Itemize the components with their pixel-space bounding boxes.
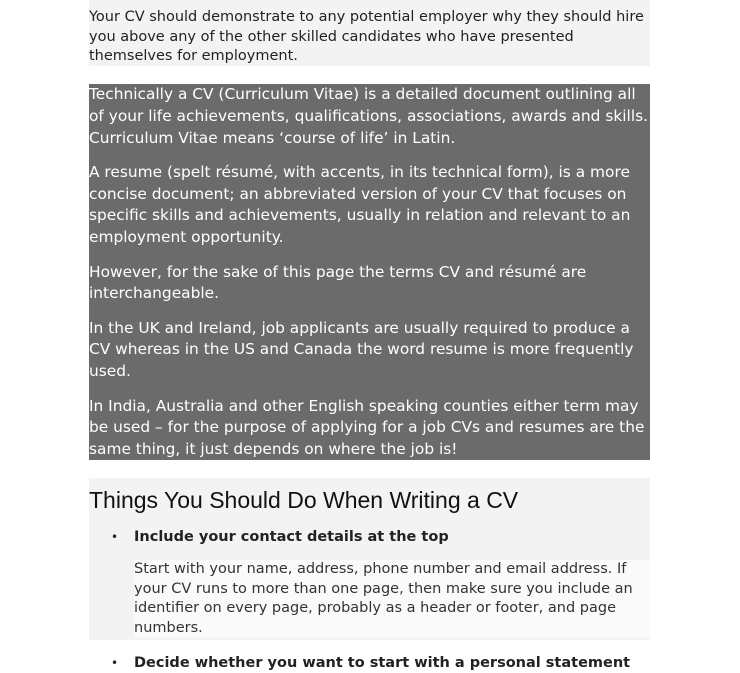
- list-item-body: Start with your name, address, phone number and email address. If your CV runs to more than one page, then make sure you include an identifier on every page, probably as a header or footer, and page numbers.: [134, 560, 650, 638]
- paragraph-india-australia: In India, Australia and other English speaking counties either term may be used – for the purpose of applying for a job CVs and resumes are the same thing, it just depends on where the job is!: [89, 396, 645, 459]
- intro-paragraph: Your CV should demonstrate to any potential employer why they should hire you above any of the other skilled candidates who have presented themselves for employment.: [89, 9, 644, 64]
- intro-block: [89, 0, 650, 66]
- section-heading: Things You Should Do When Writing a CV: [89, 487, 519, 513]
- paragraph-interchangeable: However, for the sake of this page the terms CV and résumé are interchangeable.: [89, 262, 587, 303]
- paragraph-cv-definition: Technically a CV (Curriculum Vitae) is a detailed document outlining all of your life achievements, qualifications, associations, awards and skills. Curriculum Vitae means ‘course of life’ in Latin.: [89, 85, 649, 147]
- bullet-icon: •: [111, 530, 119, 544]
- paragraph-resume-definition: A resume (spelt résumé, with accents, in its technical form), is a more concise document; an abbreviated version of your CV that focuses on specific skills and achievements, usually in relation and relevant to an employment opportunity.: [89, 162, 631, 247]
- paragraph-uk-us: In the UK and Ireland, job applicants are usually required to produce a CV whereas in the US and Canada the word resume is more frequently used.: [89, 318, 634, 381]
- tips-section: [89, 478, 650, 671]
- bullet-icon: •: [111, 656, 119, 670]
- list-item-title: Decide whether you want to start with a personal statement: [134, 655, 631, 671]
- list-item: [89, 653, 650, 673]
- selected-text-block[interactable]: [89, 84, 650, 460]
- list-item: [89, 527, 650, 638]
- list-item-title: Include your contact details at the top: [134, 529, 449, 545]
- tips-list: [89, 527, 650, 673]
